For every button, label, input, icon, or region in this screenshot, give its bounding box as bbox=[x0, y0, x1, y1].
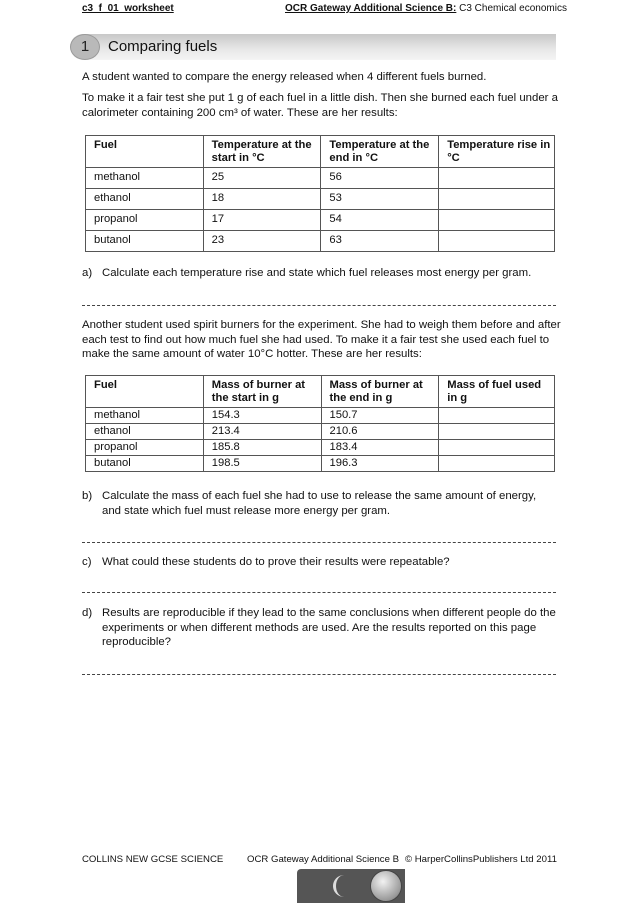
table-row bbox=[86, 424, 555, 440]
table-row bbox=[86, 168, 555, 189]
table-header: Mass of burner at the end in g bbox=[321, 376, 439, 408]
table-cell: propanol bbox=[86, 440, 204, 456]
section-title: Comparing fuels bbox=[108, 38, 218, 55]
question-text: Calculate the mass of each fuel she had to use to release the same amount of energy, and state which fuel must release more energy per gram. bbox=[102, 490, 537, 517]
answer-line-d[interactable] bbox=[82, 674, 556, 675]
course-name: OCR Gateway Additional Science B: bbox=[285, 3, 457, 14]
table-cell: 183.4 bbox=[321, 440, 439, 456]
table-row bbox=[86, 408, 555, 424]
table-cell: ethanol bbox=[86, 189, 204, 210]
table-cell bbox=[439, 231, 555, 252]
table-cell bbox=[439, 440, 555, 456]
section-number: 1 bbox=[70, 34, 100, 60]
table-cell: 54 bbox=[321, 210, 439, 231]
table-header: Temperature at the start in °C bbox=[203, 136, 321, 168]
table-header: Mass of fuel used in g bbox=[439, 376, 555, 408]
table-cell: 18 bbox=[203, 189, 321, 210]
table-cell: butanol bbox=[86, 231, 204, 252]
answer-line-b[interactable] bbox=[82, 542, 556, 543]
table-cell: 53 bbox=[321, 189, 439, 210]
question-label: b) bbox=[82, 490, 93, 502]
table-row bbox=[86, 189, 555, 210]
intro-paragraph-2: To make it a fair test she put 1 g of each fuel in a little dish. Then she burned each fuel under a calorimeter containing 200 cm³ of water. These are her results: bbox=[82, 92, 558, 119]
table-cell: methanol bbox=[86, 168, 204, 189]
question-text: Results are reproducible if they lead to the same conclusions when different people do the experiments or when different methods are used. Are the results reported on this page reproducible? bbox=[102, 607, 556, 648]
table-cell: 210.6 bbox=[321, 424, 439, 440]
footer-copyright: © HarperCollinsPublishers Ltd 2011 bbox=[405, 854, 557, 865]
table-header: Mass of burner at the start in g bbox=[203, 376, 321, 408]
table-header: Fuel bbox=[86, 136, 204, 168]
worksheet-id: c3_f_01_worksheet bbox=[82, 3, 174, 14]
table-cell: 150.7 bbox=[321, 408, 439, 424]
answer-line-a[interactable] bbox=[82, 305, 556, 306]
fuel-temperature-table bbox=[85, 135, 555, 252]
table-header: Fuel bbox=[86, 376, 204, 408]
question-a bbox=[82, 266, 562, 281]
table-cell bbox=[439, 424, 555, 440]
answer-line-c[interactable] bbox=[82, 592, 556, 593]
question-label: a) bbox=[82, 267, 93, 279]
table-cell: 185.8 bbox=[203, 440, 321, 456]
footer-course: OCR Gateway Additional Science B bbox=[247, 854, 399, 865]
table-cell: 63 bbox=[321, 231, 439, 252]
question-b bbox=[82, 489, 562, 518]
intro-paragraph-3: Another student used spirit burners for the experiment. She had to weigh them before and after each test to find out how much fuel she had used. To make it a fair test she used each fuel to make the same amount of water 10°C hotter. These are her results: bbox=[82, 319, 561, 360]
table-cell: 213.4 bbox=[203, 424, 321, 440]
table-cell bbox=[439, 168, 555, 189]
table-header: Temperature rise in °C bbox=[439, 136, 555, 168]
question-label: c) bbox=[82, 556, 92, 568]
table-row bbox=[86, 210, 555, 231]
question-c bbox=[82, 555, 562, 570]
course-header bbox=[285, 3, 567, 14]
intro-paragraph-1: A student wanted to compare the energy released when 4 different fuels burned. bbox=[82, 71, 487, 83]
question-text: Calculate each temperature rise and state which fuel releases most energy per gram. bbox=[102, 267, 532, 279]
next-page-button[interactable] bbox=[370, 870, 402, 902]
table-cell: 56 bbox=[321, 168, 439, 189]
table-cell: 17 bbox=[203, 210, 321, 231]
table-cell: butanol bbox=[86, 456, 204, 472]
table-row bbox=[86, 231, 555, 252]
table-cell: 196.3 bbox=[321, 456, 439, 472]
table-cell bbox=[439, 456, 555, 472]
question-d bbox=[82, 606, 562, 650]
table-cell: methanol bbox=[86, 408, 204, 424]
table-cell: ethanol bbox=[86, 424, 204, 440]
table-cell: 25 bbox=[203, 168, 321, 189]
table-cell bbox=[439, 189, 555, 210]
question-label: d) bbox=[82, 607, 93, 619]
question-text: What could these students do to prove their results were repeatable? bbox=[102, 556, 450, 568]
table-cell bbox=[439, 408, 555, 424]
course-topic: C3 Chemical economics bbox=[459, 3, 567, 14]
table-cell: 154.3 bbox=[203, 408, 321, 424]
table-cell: propanol bbox=[86, 210, 204, 231]
table-cell: 23 bbox=[203, 231, 321, 252]
table-cell: 198.5 bbox=[203, 456, 321, 472]
table-cell bbox=[439, 210, 555, 231]
table-header: Temperature at the end in °C bbox=[321, 136, 439, 168]
table-row bbox=[86, 440, 555, 456]
burner-mass-table bbox=[85, 375, 555, 472]
footer-publisher-series: COLLINS NEW GCSE SCIENCE bbox=[82, 854, 224, 865]
table-row bbox=[86, 456, 555, 472]
